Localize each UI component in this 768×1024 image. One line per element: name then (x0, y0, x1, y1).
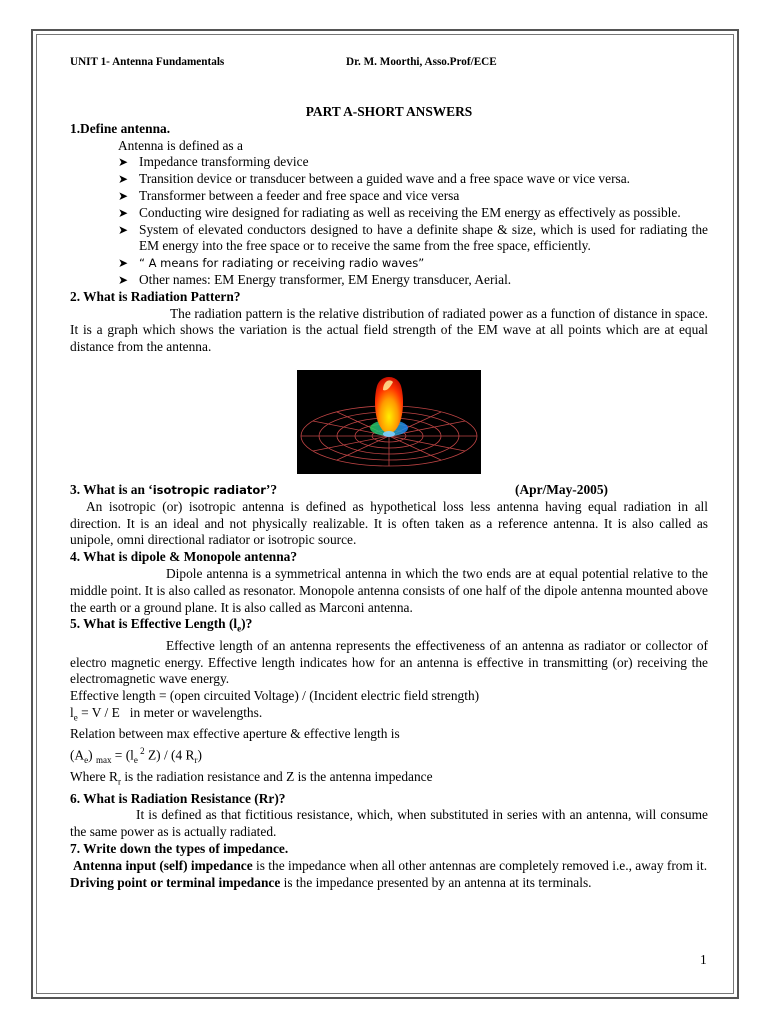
list-item: ➤ System of elevated conductors designed to have a definite shape & size, which is used for radiating the EM energy into the free space or to receive the same from the free space, efficiently. (118, 221, 708, 254)
arrow-bullet-icon: ➤ (118, 188, 129, 203)
radiation-pattern-icon (297, 370, 481, 474)
question-5-title: 5. What is Effective Length $(l_e)$? (70, 616, 253, 634)
part-title: PART A-SHORT ANSWERS (305, 104, 473, 119)
question-6-answer: It is defined as that fictitious resistance, which, when substituted in series with an antenna, will consume the same power as is actually radiated. (70, 807, 708, 840)
question-5-definition: Effective length = (open circuited Voltage) / (Incident electric field strength) (70, 688, 480, 704)
arrow-bullet-icon: ➤ (118, 172, 129, 187)
question-5-units: $l_e = V / E$ in meter or wavelengths. (70, 704, 263, 723)
question-5-where: Where $R_r$ is the radiation resistance and Z is the antenna impedance (70, 769, 433, 787)
question-7-title: 7. Write down the types of impedance. (70, 841, 289, 857)
question-1-bullet-list (70, 154, 708, 288)
list-item: ➤ Transformer between a feeder and free space and vice versa (118, 187, 460, 203)
arrow-bullet-icon: ➤ (118, 222, 129, 237)
radiation-pattern-figure (297, 370, 481, 474)
figure-container (70, 370, 708, 474)
header-unit-title: UNIT 1- Antenna Fundamentals (70, 56, 225, 68)
question-2-answer: The radiation pattern is the relative distribution of radiated power as a function of distance in space. It is a graph which shows the variation is the actual field strength of the EM wave at all points which are at equal distance from the antenna. (70, 305, 708, 355)
list-item: ➤ Transition device or transducer between a guided wave and a free space wave or vice versa. (118, 171, 631, 187)
list-item: ➤ Conducting wire designed for radiating as well as receiving the EM energy as effectively as possible. (118, 204, 681, 220)
arrow-bullet-icon: ➤ (118, 256, 129, 271)
arrow-bullet-icon: ➤ (118, 272, 129, 287)
list-item: ➤ “ A means for radiating or receiving radio waves” (118, 256, 425, 271)
arrow-bullet-icon: ➤ (118, 155, 129, 170)
question-5-formula: $(A_e) _{max} = (l_e$ $^2$ Z) / (4 $R_r$) (70, 746, 202, 766)
question-1-title: 1.Define antenna. (70, 120, 171, 136)
question-4-answer: Dipole antenna is a symmetrical antenna in which the two ends are at equal potential relative to the middle point. It is also called as resonator. Monopole antenna consists of one half of the dipole antenna mounted above the earth or a ground plane. It is also called as Marconi antenna. (70, 565, 708, 615)
header-author: Dr. M. Moorthi, Asso.Prof/ECE (346, 56, 497, 68)
question-3-answer: An isotropic (or) isotropic antenna is defined as hypothetical loss less antenna having equal radiation in all direction. It is an ideal and not physically realizable. It is often taken as a reference antenna. It is also called as unipole, omni directional radiator or isotropic source. (70, 498, 708, 548)
question-6-title: 6. What is Radiation Resistance (Rr)? (70, 790, 286, 806)
question-3-title: 3. What is an ‘isotropic radiator’? (Apr/May-2005) (70, 482, 708, 499)
list-item: ➤ Other names: EM Energy transformer, EM Energy transducer, Aerial. (118, 271, 512, 287)
question-5-answer: Effective length of an antenna represents the effectiveness of an antenna as radiator or collector of electro magnetic energy. Effective length indicates how for an antenna is effective in transmitting (or) receiving the electromagnetic wave energy. (70, 637, 708, 687)
question-4-title: 4. What is dipole & Monopole antenna? (70, 549, 298, 565)
question-5-relation: Relation between max effective aperture & effective length is (70, 726, 400, 742)
arrow-bullet-icon: ➤ (118, 205, 129, 220)
page-header (70, 56, 710, 68)
page-number: 1 (700, 952, 707, 967)
question-1-intro: Antenna is defined as a (118, 137, 243, 153)
question-3-date: (Apr/May-2005) (515, 481, 608, 497)
question-7-item-2: Driving point or terminal impedance is the impedance presented by an antenna at its terminals. (70, 874, 592, 890)
question-2-title: 2. What is Radiation Pattern? (70, 288, 241, 304)
question-7-item-1: Antenna input (self) impedance is the impedance when all other antennas are completely removed i.e., away from it. (73, 857, 708, 873)
list-item: ➤ Impedance transforming device (118, 154, 309, 170)
document-body (70, 104, 708, 891)
